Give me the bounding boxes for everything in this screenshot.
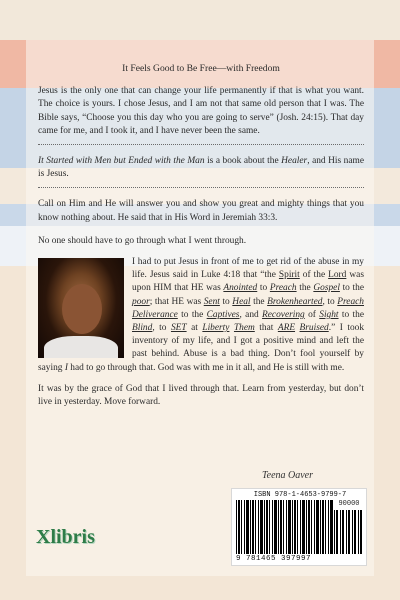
isbn-barcode (231, 488, 367, 566)
paragraph-call: Call on Him and He will answer you and show you great and mighty things that you know nothing about. He said that in His Word in Jeremiah 33:3. (38, 199, 364, 223)
paragraph-intro: Jesus is the only one that can change your life permanently if that is what you want. The choice is yours. I chose Jesus, and I am not that same old person that I was. The Bible says, “Choose you this day who you are going to serve” (Josh. 24:15). That day came for me, and I took it, and I have never been the same. (38, 86, 364, 136)
paragraph-grace: It was by the grace of God that I lived through that. Learn from yesterday, but don’t live in yesterday. Move forward. (38, 383, 364, 408)
dotted-divider (38, 144, 364, 145)
dotted-divider (38, 187, 364, 188)
author-signature: Teena Oaver (262, 470, 314, 481)
ean-number: 9 781465 397997 (236, 555, 312, 563)
paragraph-no-one: No one should have to go through what I went through. (38, 235, 247, 246)
barcode-bars (236, 500, 364, 554)
price-code: 90000 (338, 500, 360, 508)
publisher-logo: Xlibris (36, 526, 95, 548)
page-title: It Feels Good to Be Free—with Freedom (122, 63, 280, 74)
back-cover-text (38, 62, 364, 415)
book-title: It Started with Men but Ended with the Man (38, 156, 205, 167)
author-photo (38, 258, 124, 358)
paragraph-book: It Started with Men but Ended with the Man is a book about the Healer, and His name is Jesus. (38, 156, 364, 180)
isbn-number: ISBN 978-1-4653-9799-7 (253, 491, 347, 499)
paragraph-luke: I had to put Jesus in front of me to get rid of the abuse in my life. Jesus said in Luke 4:18 that “the Spirit of the Lord was upon HIM that HE was Anointed to Preach the Gospel to the poor; that HE was Sent to Heal the Brokenhearted, to Preach Deliverance to the Captives, and Recovering of Sight to the Blind, to SET at Liberty Them that ARE Bruised.” I took inventory of my life, and I got a positive mind and left the past behind. Abuse is a bad thing. Don’t fool yourself by saying I had to go through that. God was with me in it all, and He is still with me. (38, 257, 365, 373)
